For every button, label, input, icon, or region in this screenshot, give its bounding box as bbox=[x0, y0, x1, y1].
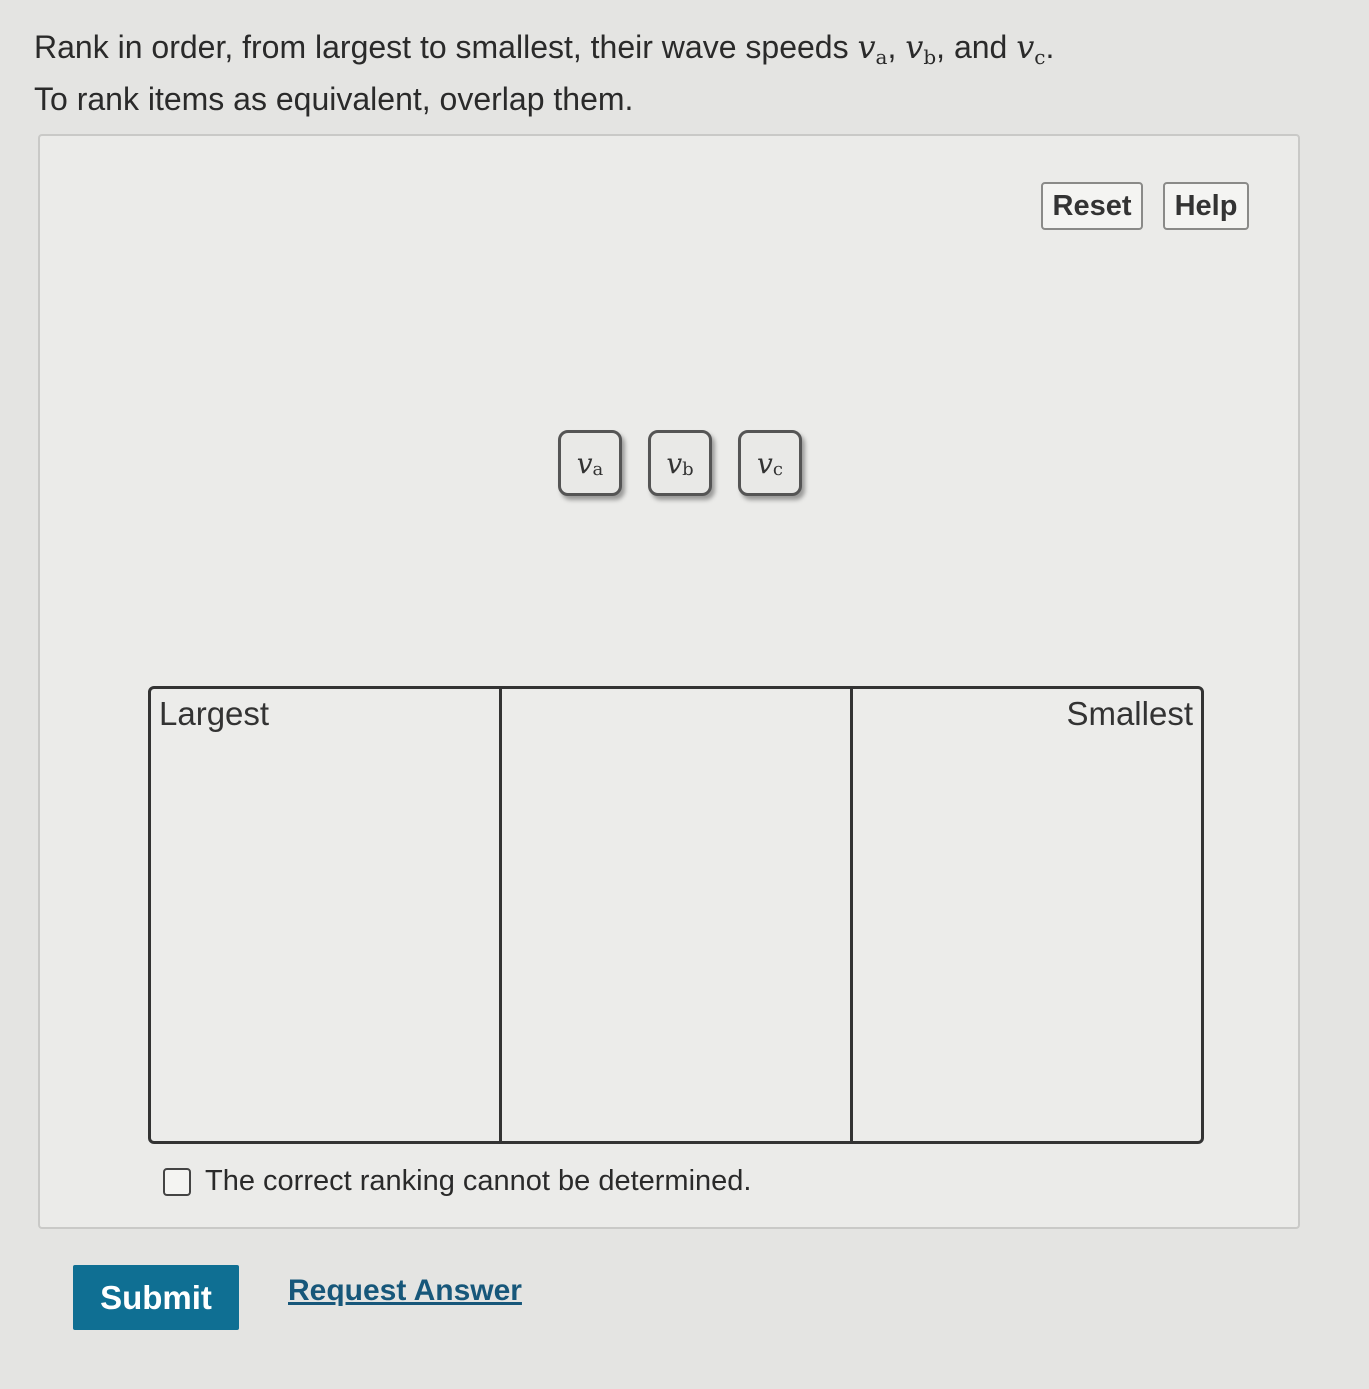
speed-vc-symbol: $v_c$ bbox=[1016, 28, 1046, 69]
request-answer-link[interactable]: Request Answer bbox=[288, 1274, 522, 1307]
largest-label: Largest bbox=[159, 695, 270, 732]
rank-slot-largest[interactable] bbox=[151, 689, 502, 1141]
cannot-determine-label: The correct ranking cannot be determined. bbox=[205, 1165, 752, 1197]
chip-vc[interactable] bbox=[738, 430, 802, 496]
smallest-label: Smallest bbox=[1066, 695, 1193, 732]
reset-button[interactable]: Reset bbox=[1041, 182, 1143, 230]
question-separator: , bbox=[887, 29, 906, 65]
question-text bbox=[34, 26, 1074, 120]
speed-vb-symbol: $v_b$ bbox=[905, 28, 937, 69]
chip-symbol: v bbox=[757, 446, 773, 480]
chip-subscript: a bbox=[592, 458, 604, 480]
chip-va[interactable] bbox=[558, 430, 622, 496]
chip-subscript: c bbox=[772, 458, 783, 480]
chip-subscript: b bbox=[682, 458, 694, 480]
draggable-items bbox=[558, 430, 802, 496]
chip-vb[interactable] bbox=[648, 430, 712, 496]
help-button[interactable]: Help bbox=[1163, 182, 1249, 230]
cannot-determine-option bbox=[163, 1165, 751, 1198]
rank-slot-middle[interactable] bbox=[502, 689, 853, 1141]
cannot-determine-checkbox[interactable] bbox=[163, 1168, 191, 1196]
speed-va-symbol: $v_a$ bbox=[857, 28, 888, 69]
submit-button[interactable]: Submit bbox=[73, 1265, 239, 1330]
ranking-dropzone bbox=[148, 686, 1204, 1144]
question-instruction: . To rank items as equivalent, overlap them. bbox=[34, 29, 1055, 117]
rank-slot-smallest[interactable] bbox=[853, 689, 1201, 1141]
chip-symbol: v bbox=[576, 446, 593, 480]
question-separator: , and bbox=[936, 29, 1017, 65]
question-intro: Rank in order, from largest to smallest, their wave speeds bbox=[34, 29, 858, 65]
chip-symbol: v bbox=[666, 446, 683, 480]
